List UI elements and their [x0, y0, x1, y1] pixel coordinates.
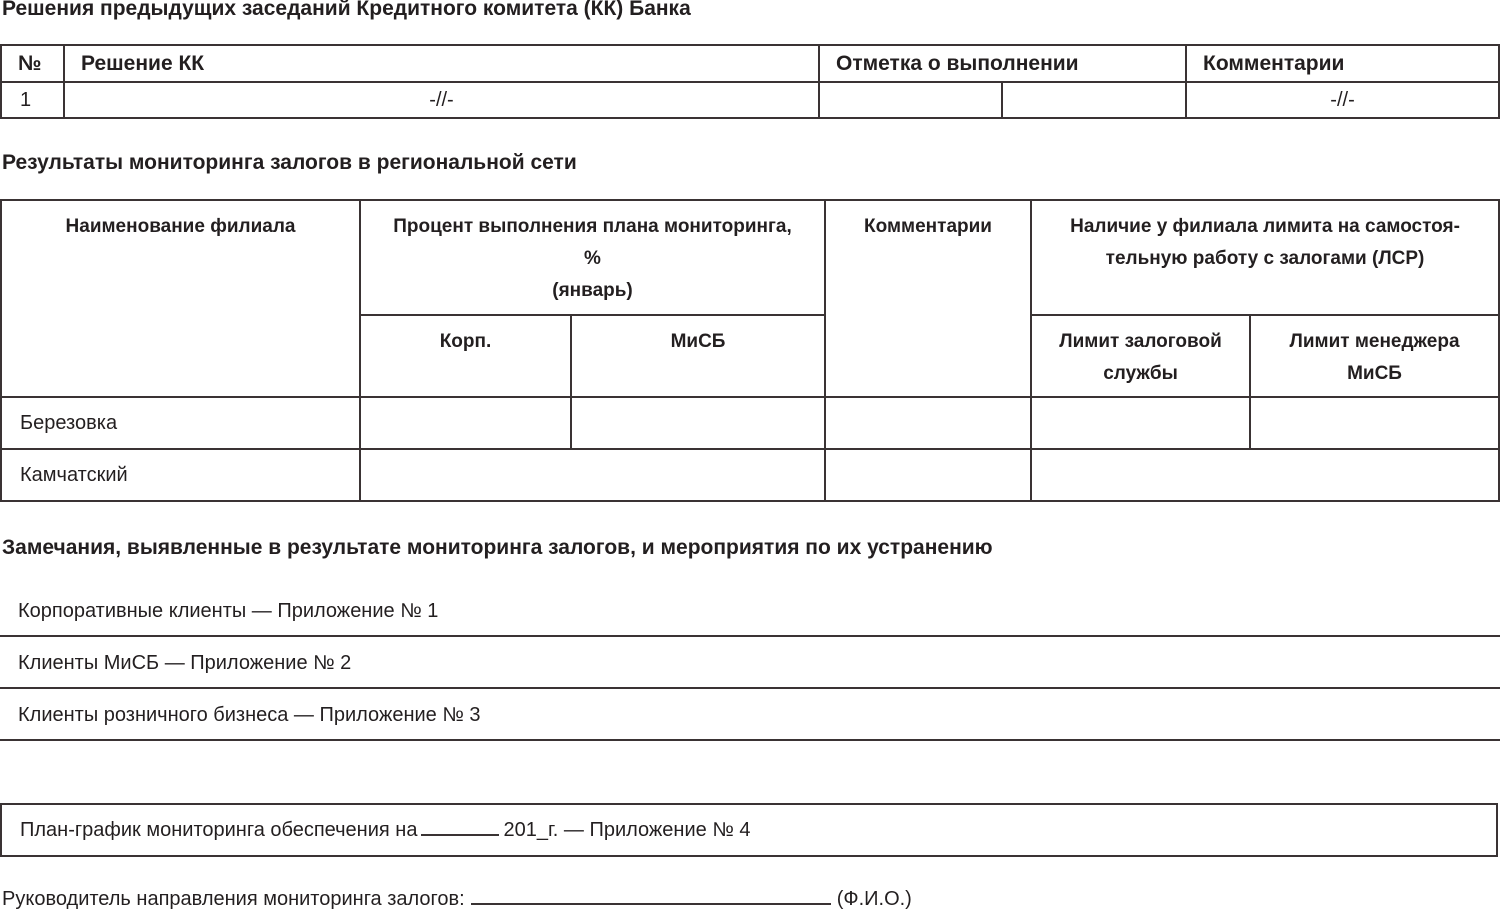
header-pledge-limit-line2: службы	[1103, 363, 1178, 384]
monitoring-results-table	[0, 199, 1500, 502]
header-branch-name	[1, 200, 360, 397]
table-row	[1, 82, 1499, 118]
header-lsr-limit-line1: Наличие у филиала лимита на самостоя-	[1070, 216, 1460, 237]
header-percent-plan-line2: %	[584, 248, 601, 269]
plan-prefix: План-график мониторинга обеспечения на	[20, 819, 418, 841]
kk-decisions-table	[0, 44, 1500, 119]
section3-heading: Замечания, выявленные в результате мониторинга залогов, и мероприятия по их устранению	[2, 536, 993, 559]
cell-percent-merged	[360, 449, 825, 501]
cell-decision: -//-	[64, 82, 819, 118]
header-num: №	[1, 45, 64, 82]
plan-schedule-box	[0, 803, 1498, 857]
header-pledge-limit-line1: Лимит залоговой	[1059, 331, 1222, 352]
signature-suffix: (Ф.И.О.)	[836, 888, 912, 910]
cell-comments	[825, 397, 1031, 449]
header-comments	[825, 200, 1031, 397]
table-header-row	[1, 200, 1499, 315]
cell-comments: -//-	[1186, 82, 1499, 118]
remark-item-corporate: Корпоративные клиенты — Приложение № 1	[0, 585, 1500, 637]
cell-num: 1	[1, 82, 64, 118]
remark-item-misb: Клиенты МиСБ — Приложение № 2	[0, 637, 1500, 689]
plan-suffix: 201_г. — Приложение № 4	[503, 819, 751, 841]
header-percent-plan-line3: (январь)	[552, 280, 633, 301]
signature-label: Руководитель направления мониторинга залогов:	[2, 888, 465, 910]
header-comments: Комментарии	[1186, 45, 1499, 82]
header-branch-name-text: Наименование филиала	[65, 216, 296, 237]
signature-blank-line	[471, 902, 831, 905]
header-comments-text: Комментарии	[864, 216, 992, 237]
header-misb: МиСБ	[571, 315, 825, 397]
signature-line	[2, 886, 912, 912]
header-lsr-limit	[1031, 200, 1499, 315]
header-lsr-limit-line2: тельную работу с залогами (ЛСР)	[1105, 248, 1425, 269]
header-percent-plan-line1: Процент выполнения плана мониторинга,	[393, 216, 792, 237]
table-row	[1, 449, 1499, 501]
cell-manager-limit	[1250, 397, 1499, 449]
cell-mark-b	[1002, 82, 1186, 118]
header-manager-limit	[1250, 315, 1499, 397]
header-execution-mark: Отметка о выполнении	[819, 45, 1186, 82]
header-manager-limit-line1: Лимит менеджера	[1289, 331, 1460, 352]
header-pledge-limit	[1031, 315, 1250, 397]
table-row	[1, 397, 1499, 449]
cell-comments	[825, 449, 1031, 501]
cell-mark-a	[819, 82, 1002, 118]
section1-heading: Решения предыдущих заседаний Кредитного комитета (КК) Банка	[2, 0, 691, 20]
cell-limit-merged	[1031, 449, 1499, 501]
header-corp: Корп.	[360, 315, 571, 397]
table-header-row	[1, 45, 1499, 82]
header-percent-plan	[360, 200, 825, 315]
cell-pledge-limit	[1031, 397, 1250, 449]
cell-corp	[360, 397, 571, 449]
cell-branch: Березовка	[1, 397, 360, 449]
cell-misb	[571, 397, 825, 449]
remark-item-retail: Клиенты розничного бизнеса — Приложение № 3	[0, 689, 1500, 741]
cell-branch: Камчатский	[1, 449, 360, 501]
date-blank-line	[421, 833, 499, 836]
header-decision: Решение КК	[64, 45, 819, 82]
header-manager-limit-line2: МиСБ	[1347, 363, 1402, 384]
section2-heading: Результаты мониторинга залогов в региональной сети	[2, 151, 577, 174]
